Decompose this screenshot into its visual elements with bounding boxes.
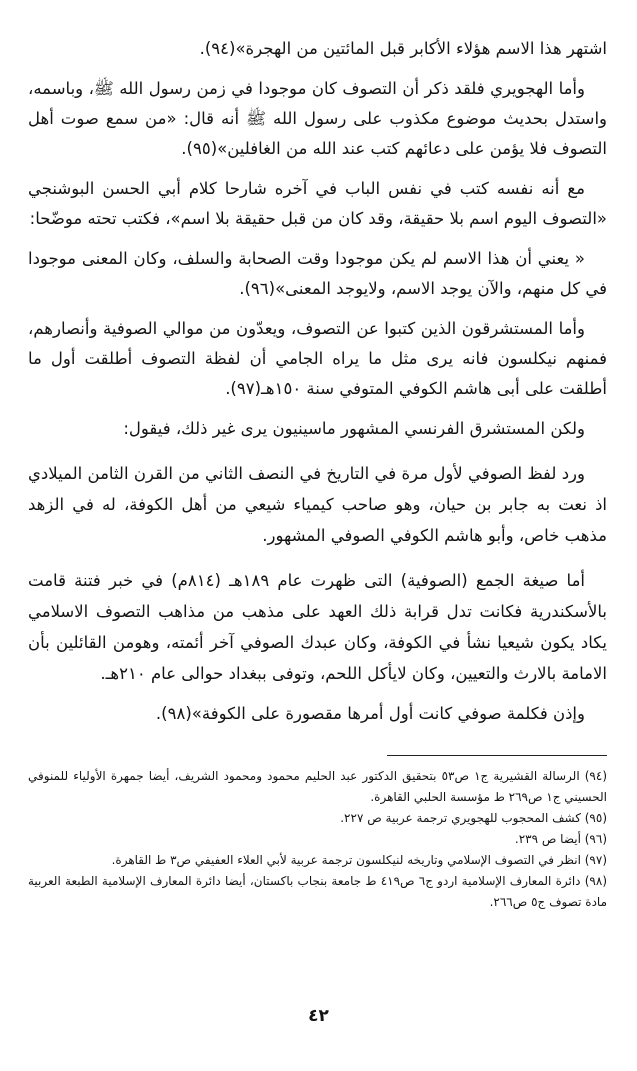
closing-paragraph: وإذن فكلمة صوفي كانت أول أمرها مقصورة على الكوفة»(٩٨). xyxy=(155,704,585,723)
page-body xyxy=(28,34,607,913)
paragraph-3: مع أنه نفسه كتب في نفس الباب في آخره شارحا كلام أبي الحسن البوشنجي «التصوف اليوم اسم بلا حقيقة، وقد كان من قبل حقيقة بلا اسم»، فكتب تحته موضّحا: xyxy=(28,179,607,228)
paragraph-2: وأما الهجويري فلقد ذكر أن التصوف كان موجودا في زمن رسول الله ﷺ، وباسمه، واستدل بحديث موضوع مكذوب على رسول الله ﷺ أنه قال: «من سمع صوت أهل التصوف فلا يؤمن على دعائهم كتب عند الله من الغافلين»(٩٥). xyxy=(28,79,607,158)
footnote-separator xyxy=(387,755,607,756)
page-number: ٤٢ xyxy=(308,1006,329,1026)
paragraph-6: ولكن المستشرق الفرنسي المشهور ماسينيون يرى غير ذلك، فيقول: xyxy=(123,419,585,438)
footnote-95: (٩٥) كشف المحجوب للهجويري ترجمة عربية ص ٢٢٧. xyxy=(340,811,607,825)
paragraph-1: اشتهر هذا الاسم هؤلاء الأكابر قبل المائتين من الهجرة»(٩٤). xyxy=(199,39,607,58)
footnotes xyxy=(28,766,607,913)
footnote-94: (٩٤) الرسالة القشيرية ج١ ص٥٣ بتحقيق الدكتور عبد الحليم محمود ومحمود الشريف، أيضا جمهرة الأولياء للمنوفي الحسيني ج١ ص٢٦٩ ط مؤسسة الحلبي القاهرة. xyxy=(28,769,607,804)
paragraph-5: وأما المستشرقون الذين كتبوا عن التصوف، ويعدّون من موالي الصوفية وأنصارهم، فمنهم نيكلسون فانه يرى مثل ما يراه الجامي أن لفظة التصوف أطلقت أول ما أطلقت على أبى هاشم الكوفي المتوفي سنة ١٥٠هـ(٩٧). xyxy=(28,319,607,398)
quote-paragraph-2: أما صيغة الجمع (الصوفية) التى ظهرت عام ١٨٩هـ (٨١٤م) في خبر فتنة قامت بالأسكندرية فكانت تدل قرابة ذلك العهد على مذهب من مذاهب التصوف الاسلامي يكاد يكون شيعيا نشأ في الكوفة، وكان عبدك الصوفي آخر أئمته، وهومن القائلين بأن الامامة بالارث والتعيين، وكان لايأكل اللحم، وتوفى ببغداد حوالى عام ٢١٠هـ. xyxy=(28,571,607,683)
footnote-97: (٩٧) انظر في التصوف الإسلامي وتاريخه لنيكلسون ترجمة عربية لأبي العلاء العفيفي ص٣ ط القاهرة. xyxy=(111,853,607,867)
footnote-98: (٩٨) دائرة المعارف الإسلامية اردو ج٦ ص٤١٩ ط جامعة بنجاب باكستان، أيضا دائرة المعارف الإسلامية الطبعة العربية مادة تصوف ج٥ ص٢٦٦. xyxy=(28,874,607,909)
quote-paragraph-1: ورد لفظ الصوفي لأول مرة في التاريخ في النصف الثاني من القرن الثامن الميلادي اذ نعت به جابر بن حيان، وهو صاحب كيمياء شيعي من أهل الكوفة، له في الزهد مذهب خاص، وأبو هاشم الكوفي الصوفي المشهور. xyxy=(28,464,607,545)
footnote-96: (٩٦) أيضا ص ٢٣٩. xyxy=(514,832,607,846)
paragraph-4: « يعني أن هذا الاسم لم يكن موجودا وقت الصحابة والسلف، وكان المعنى موجودا في كل منهم، والآن يوجد الاسم، ولايوجد المعنى»(٩٦). xyxy=(28,249,607,298)
